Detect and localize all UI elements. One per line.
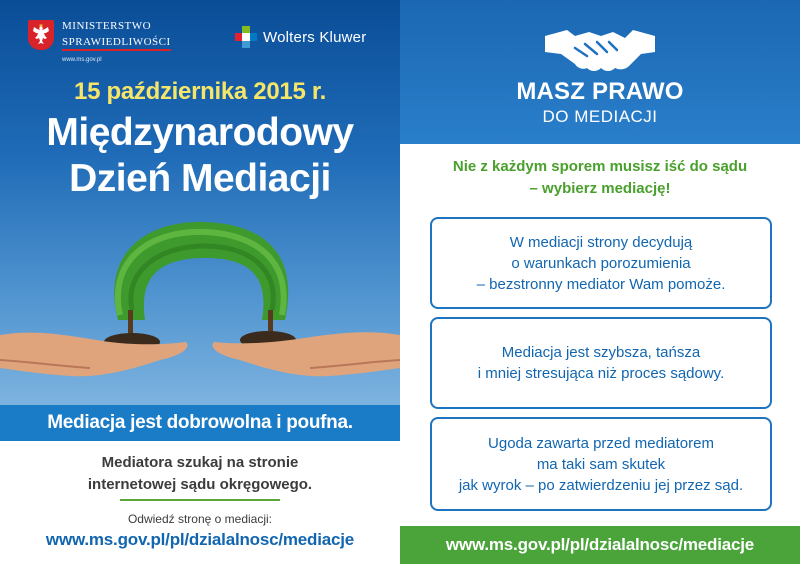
info-box-line: jak wyrok – po zatwierdzeniu jej przez sąd. xyxy=(458,476,744,494)
search-hint-line2: internetowej sądu okręgowego. xyxy=(87,476,313,493)
divider xyxy=(120,499,280,501)
event-date: 15 października 2015 r. xyxy=(74,78,326,105)
right-subheading: DO MEDIACJI xyxy=(542,107,658,126)
tagline-line1: Nie z każdym sporem musisz iść do sądu xyxy=(452,158,748,175)
info-box-line: i mniej stresująca niż proces sądowy. xyxy=(477,365,725,382)
mediator-search-hint xyxy=(0,452,400,496)
info-box-line: ma taki sam skutek xyxy=(536,455,666,473)
mediation-url-link[interactable]: www.ms.gov.pl/pl/dzialalnosc/mediacje xyxy=(45,530,355,549)
info-box-line: – bezstronny mediator Wam pomoże. xyxy=(476,275,726,293)
info-box-faster xyxy=(430,317,772,409)
search-hint-line1: Mediatora szukaj na stronie xyxy=(101,454,299,471)
voluntary-banner: Mediacja jest dobrowolna i poufna. xyxy=(0,405,400,441)
right-heading: MASZ PRAWO xyxy=(516,78,684,105)
ministry-name-line1: MINISTERSTWO xyxy=(62,20,152,32)
info-box-settlement xyxy=(430,417,772,511)
tagline xyxy=(400,156,800,200)
info-box-line: Mediacja jest szybsza, tańsza xyxy=(501,344,701,361)
info-box-decision xyxy=(430,217,772,309)
ministry-text xyxy=(62,20,171,63)
wolters-kluwer-mark-icon xyxy=(235,26,257,48)
right-header-area xyxy=(400,0,800,144)
partner-name: Wolters Kluwer xyxy=(263,28,367,46)
ministry-name-line2: SPRAWIEDLIWOŚCI xyxy=(62,36,171,51)
right-panel xyxy=(400,0,800,564)
event-title-line1: Międzynarodowy xyxy=(46,111,354,154)
wolters-kluwer-logo xyxy=(235,26,366,48)
hands-holding-tree-arch-icon xyxy=(0,210,400,405)
tagline-line2: – wybierz mediację! xyxy=(529,180,671,197)
info-box-line: Ugoda zawarta przed mediatorem xyxy=(488,434,714,452)
handshake-icon xyxy=(545,22,655,76)
footer-url-link[interactable]: www.ms.gov.pl/pl/dzialalnosc/mediacje xyxy=(400,526,800,564)
left-header-area xyxy=(0,0,400,405)
white-eagle-emblem-icon xyxy=(28,20,54,50)
ministry-url: www.ms.gov.pl xyxy=(62,57,102,63)
visit-label: Odwiedź stronę o mediacji: xyxy=(127,512,273,526)
info-box-line: o warunkach porozumienia xyxy=(511,254,691,272)
info-box-line: W mediacji strony decydują xyxy=(509,233,693,251)
event-title xyxy=(0,110,400,202)
ministry-logo xyxy=(28,20,171,63)
event-title-line2: Dzień Mediacji xyxy=(69,157,331,200)
